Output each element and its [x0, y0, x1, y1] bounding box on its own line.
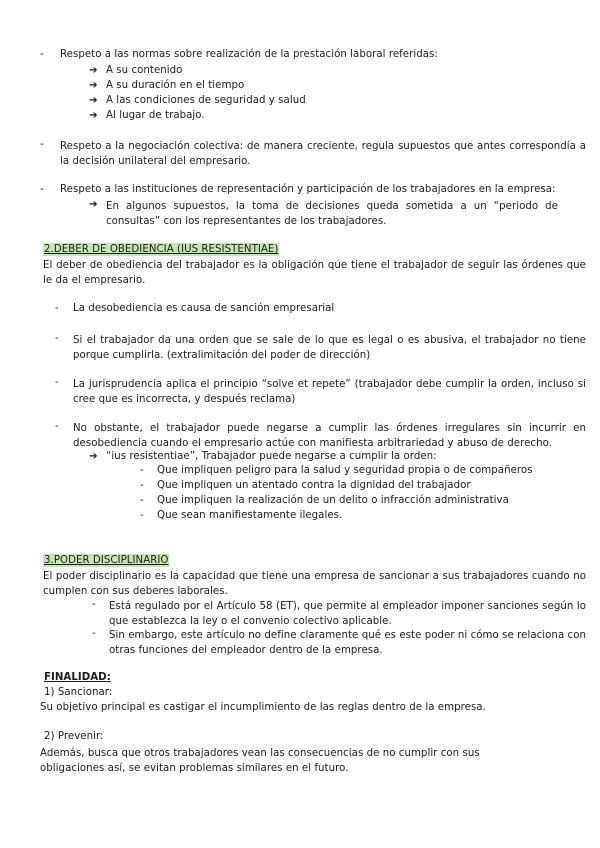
list-item: Respeto a las instituciones de representación y participación de los trabajadores en la empresa:: [60, 184, 556, 195]
point-text: Además, busca que otros trabajadores vean las consecuencias de no cumplir con sus obligaciones así, se evitan problemas similares en el futuro.: [40, 748, 480, 774]
arrow-icon: ➔: [89, 451, 98, 462]
list-item: No obstante, el trabajador puede negarse a cumplir las órdenes irregulares sin incurrir en desobediencia cuando el empresario actúe con manifiesta arbitrariedad y abuso de derecho.: [73, 423, 586, 449]
bullet-dash: -: [55, 333, 59, 344]
sub-list-item: “ius resistentiae”, Trabajador puede negarse a cumplir la orden:: [106, 451, 437, 462]
sub-list-item: En algunos supuestos, la toma de decisiones queda sometida a un “periodo de consultas” con los representantes de los trabajadores.: [106, 201, 558, 227]
list-item: Está regulado por el Artículo 58 (ET), que permite al empleador imponer sanciones según lo que establezca la ley o el convenio colectivo aplicable.: [109, 601, 586, 627]
point-label: 2) Prevenir:: [44, 731, 104, 742]
finalidad-heading: FINALIDAD:: [44, 672, 111, 683]
list-item: La jurisprudencia aplica el principio “solve et repete” (trabajador debe cumplir la orden, incluso si cree que es incorrecta, y después reclama): [73, 379, 586, 405]
bullet-dash: -: [55, 303, 59, 314]
section-heading: 2.DEBER DE OBEDIENCIA (IUS RESISTENTIAE): [44, 244, 279, 255]
point-text: Su objetivo principal es castigar el incumplimiento de las reglas dentro de la empresa.: [40, 702, 486, 713]
bullet-dash: -: [140, 510, 144, 521]
list-item: Respeto a las normas sobre realización de la prestación laboral referidas:: [60, 49, 438, 60]
section-intro: El poder disciplinario es la capacidad que tiene una empresa de sancionar a sus trabajadores cuando no cumplen con sus deberes laborales.: [43, 571, 586, 597]
bullet-dash: -: [55, 377, 59, 388]
sub-sub-list-item: Que impliquen un atentado contra la dignidad del trabajador: [157, 480, 471, 491]
sub-sub-list-item: Que impliquen la realización de un delito o infracción administrativa: [157, 495, 509, 506]
arrow-icon: ➔: [89, 110, 98, 121]
section-heading: 3.PODER DISCIPLINARIO: [44, 555, 169, 566]
list-item: La desobediencia es causa de sanción empresarial: [73, 303, 335, 314]
list-item: Sin embargo, este artículo no define claramente qué es este poder ni cómo se relaciona con otras funciones del empleador dentro de la empresa.: [109, 630, 586, 656]
bullet-dash: -: [92, 599, 96, 610]
bullet-dash: -: [55, 421, 59, 432]
sub-list-item: A las condiciones de seguridad y salud: [106, 95, 306, 106]
arrow-icon: ➔: [89, 65, 98, 76]
bullet-dash: -: [140, 480, 144, 491]
point-label: 1) Sancionar:: [44, 687, 113, 698]
sub-list-item: A su contenido: [106, 65, 183, 76]
arrow-icon: ➔: [89, 80, 98, 91]
arrow-icon: ➔: [89, 199, 98, 210]
bullet-dash: -: [140, 465, 144, 476]
sub-sub-list-item: Que impliquen peligro para la salud y seguridad propia o de compañeros: [157, 465, 533, 476]
section-intro: El deber de obediencia del trabajador es la obligación que tiene el trabajador de seguir las órdenes que le da el empresario.: [43, 260, 586, 286]
sub-list-item: A su duración en el tiempo: [106, 80, 245, 91]
bullet-dash: -: [40, 49, 44, 60]
arrow-icon: ➔: [89, 95, 98, 106]
sub-list-item: Al lugar de trabajo.: [106, 110, 205, 121]
bullet-dash: -: [40, 184, 44, 195]
list-item: Respeto a la negociación colectiva: de manera creciente, regula supuestos que antes correspondía a la decisión unilateral del empresario.: [60, 141, 586, 167]
list-item: Si el trabajador da una orden que se sale de lo que es legal o es abusiva, el trabajador no tiene porque cumplirla. (extralimitación del poder de dirección): [73, 335, 586, 361]
bullet-dash: -: [140, 495, 144, 506]
bullet-dash: -: [40, 139, 44, 150]
sub-sub-list-item: Que sean manifiestamente ilegales.: [157, 510, 343, 521]
bullet-dash: -: [92, 628, 96, 639]
